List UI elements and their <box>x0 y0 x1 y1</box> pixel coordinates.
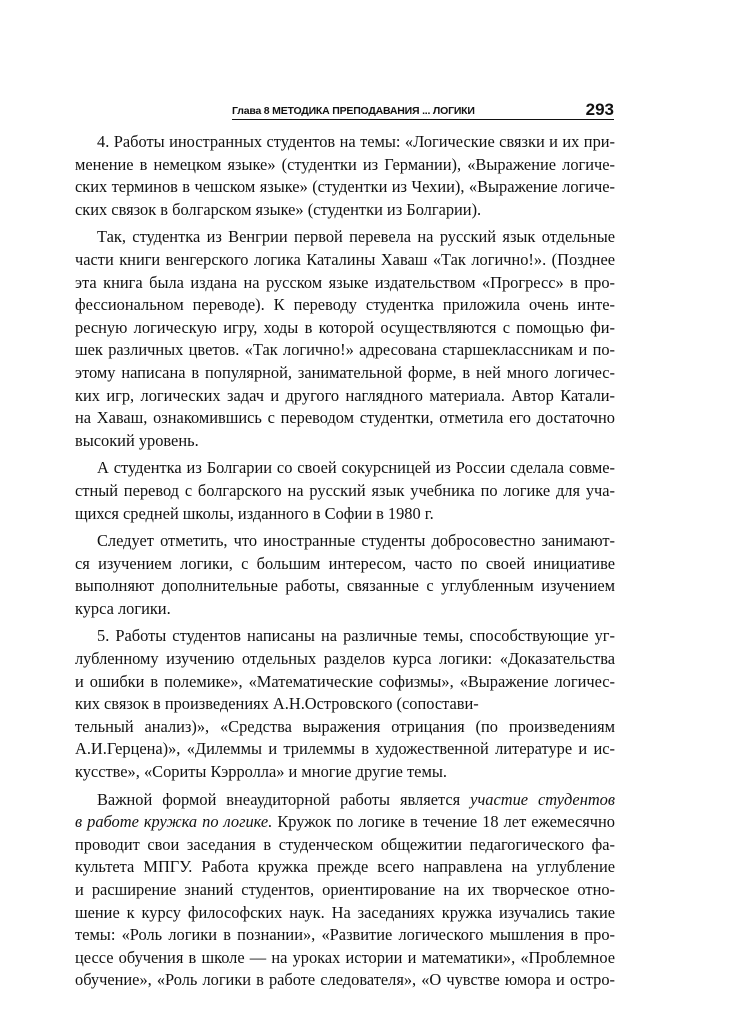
text-line: и ошибки в полемике», «Математические софизмы», «Выражение логичес- <box>75 671 615 691</box>
text-line: темы: «Роль логики в познании», «Развитие логического мышления в про- <box>75 925 615 945</box>
text-line: и расширение знаний студентов, ориентирование на их творческое отно- <box>75 880 615 899</box>
text-line <box>75 789 615 812</box>
text-line: тельный анализ)», «Средства выражения отрицания (по произведениям <box>75 716 615 736</box>
text-line: менение в немецком языке» (студентки из Германии), «Выражение логиче- <box>75 154 615 174</box>
text-line: Так, студентка из Венгрии первой перевела на русский язык отдельные <box>97 227 615 247</box>
text-line: Следует отметить, что иностранные студенты добросовестно занимают- <box>97 531 615 551</box>
text-line: А студентка из Болгарии со своей сокурсницей из России сделала совме- <box>97 458 615 478</box>
text-line: ких связок в произведениях А.Н.Островского (сопостави- <box>75 694 479 714</box>
paragraph <box>75 226 615 452</box>
text-line: шек различных цветов. «Так логично!» адресована старшеклассникам и по- <box>75 340 615 360</box>
text-line: ских терминов в чешском языке» (студентки из Чехии), «Выражение логиче- <box>75 177 615 197</box>
emphasis-text: участие студентов <box>470 789 615 809</box>
paragraph <box>75 457 615 525</box>
text-line: части книги венгерского логика Каталины Хаваш «Так логично!». (Позднее <box>75 249 615 269</box>
text-line: кусстве», «Сориты Кэрролла» и многие другие темы. <box>75 762 447 782</box>
paragraph <box>75 131 615 221</box>
text-line: этому написана в популярной, занимательной форме, в ней много логичес- <box>75 362 615 382</box>
text-line: лубленному изучению отдельных разделов курса логики: «Доказательства <box>75 649 615 669</box>
text-line: обучение», «Роль логики в работе следователя», «О чувстве юмора и остро- <box>75 970 615 990</box>
paragraph <box>75 625 615 783</box>
paragraph <box>75 530 615 620</box>
text-run: Кружок по логике в течение 18 лет ежемесячно <box>272 812 615 832</box>
emphasis-text: в работе кружка по логике. <box>75 812 273 832</box>
text-line: шение к курсу философских наук. На заседаниях кружка изучались такие <box>75 902 615 922</box>
chapter-label: Глава 8 <box>232 105 270 117</box>
chapter-title: МЕТОДИКА ПРЕПОДАВАНИЯ ... ЛОГИКИ <box>272 105 475 117</box>
text-line: 5. Работы студентов написаны на различные темы, способствующие уг- <box>97 626 615 646</box>
text-line: ся изучением логики, с большим интересом, часто по своей инициативе <box>75 553 615 573</box>
text-line: фессиональном переводе). К переводу студентка приложила очень инте- <box>75 295 615 315</box>
text-line: цессе обучения в школе — на уроках истории и математики», «Проблемное <box>75 947 615 967</box>
text-line: ских связок в болгарском языке» (студентки из Болгарии). <box>75 199 482 219</box>
text-line: щихся средней школы, изданного в Софии в 1980 г. <box>75 503 434 523</box>
text-line: проводит свои заседания в студенческом общежитии педагогического фа- <box>75 834 615 854</box>
page-body <box>75 131 615 992</box>
text-line: эта книга была издана на русском языке издательством «Прогресс» в про- <box>75 272 615 292</box>
running-header <box>232 102 614 120</box>
text-line: стный перевод с болгарского на русский язык учебника по логике для уча- <box>75 480 615 500</box>
text-run: Важной формой внеаудиторной работы является <box>97 789 471 809</box>
text-line: на Хаваш, ознакомившись с переводом студентки, отметила его достаточно <box>75 408 615 428</box>
text-line: высокий уровень. <box>75 430 199 450</box>
text-line: А.И.Герцена)», «Дилеммы и трилеммы в художественной литературе и ис- <box>75 739 615 759</box>
header-title <box>232 105 475 117</box>
text-line: культета МПГУ. Работа кружка прежде всего направлена на углубление <box>75 857 615 877</box>
text-line: ресную логическую игру, ходы в которой осуществляются с помощью фи- <box>75 317 615 337</box>
text-line: ких игр, логических задач и другого наглядного материала. Автор Катали- <box>75 385 615 405</box>
text-line: выполняют дополнительные работы, связанные с углубленным изучением <box>75 576 615 596</box>
paragraph <box>75 789 615 992</box>
header-rule <box>232 119 614 120</box>
text-line <box>75 811 615 834</box>
text-line: 4. Работы иностранных студентов на темы: «Логические связки и их при- <box>97 132 615 151</box>
page-number: 293 <box>585 100 614 119</box>
text-line: курса логики. <box>75 598 171 618</box>
